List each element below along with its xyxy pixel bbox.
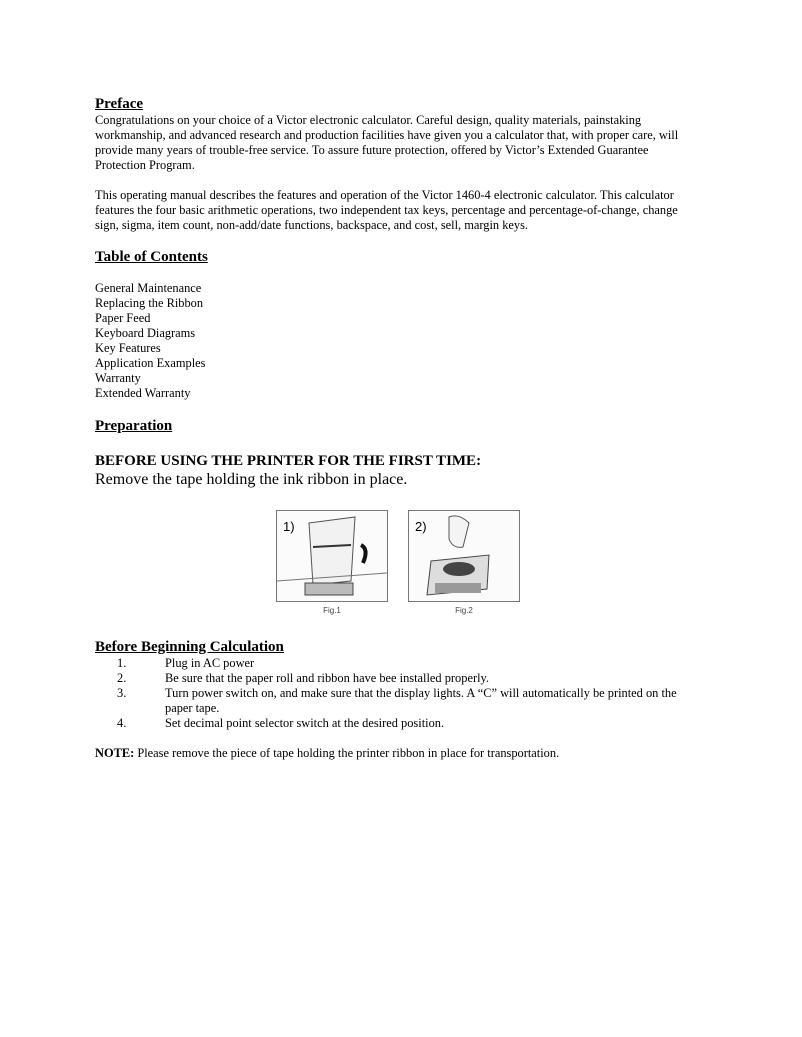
toc-section xyxy=(95,248,695,401)
step-number: 1. xyxy=(117,656,127,670)
preparation-section xyxy=(95,417,695,489)
preparation-heading: Preparation xyxy=(95,418,173,434)
preface-heading: Preface xyxy=(95,96,144,112)
toc-item: Warranty xyxy=(95,371,141,385)
preface-section xyxy=(95,95,695,233)
step-text: Turn power switch on, and make sure that the display lights. A “C” will automatically be printed on the paper tape. xyxy=(165,686,677,715)
toc-item: Replacing the Ribbon xyxy=(95,296,204,310)
list-item xyxy=(95,716,695,731)
step-text: Plug in AC power xyxy=(165,656,255,670)
toc-item: Paper Feed xyxy=(95,311,151,325)
note-label: NOTE: xyxy=(95,746,135,760)
svg-text:2): 2) xyxy=(415,519,427,534)
figure-1 xyxy=(276,510,388,622)
step-number: 4. xyxy=(117,716,127,730)
list-item xyxy=(95,656,695,671)
ribbon-instruction: Remove the tape holding the ink ribbon in place. xyxy=(95,471,408,488)
toc-item: Keyboard Diagrams xyxy=(95,326,196,340)
before-calculation-heading: Before Beginning Calculation xyxy=(95,639,284,655)
note xyxy=(95,746,695,761)
toc-item: Extended Warranty xyxy=(95,386,191,400)
toc-item: General Maintenance xyxy=(95,281,202,295)
toc-item: Key Features xyxy=(95,341,161,355)
ribbon-install-illustration xyxy=(409,511,519,601)
preface-paragraph-2: This operating manual describes the features and operation of the Victor 1460-4 electronic calculator. This calculator features the four basic arithmetic operations, two independent tax keys, percentage and percentage-of-change, change sign, sigma, item count, non-add/date functions, backspace, and cost, sell, margin keys. xyxy=(95,188,678,232)
svg-text:1): 1) xyxy=(283,519,295,534)
steps-list xyxy=(95,656,695,731)
figure-2 xyxy=(408,510,520,622)
list-item xyxy=(95,686,695,716)
printer-lid-illustration xyxy=(277,511,387,601)
step-text: Set decimal point selector switch at the desired position. xyxy=(165,716,445,730)
step-number: 3. xyxy=(117,686,127,700)
figure-caption: Fig.2 xyxy=(455,606,473,615)
figure-caption: Fig.1 xyxy=(323,606,341,615)
step-number: 2. xyxy=(117,671,127,685)
toc-item: Application Examples xyxy=(95,356,206,370)
toc-list xyxy=(95,281,695,401)
printer-subheading: BEFORE USING THE PRINTER FOR THE FIRST TIME: xyxy=(95,453,482,469)
preface-paragraph-1: Congratulations on your choice of a Victor electronic calculator. Careful design, quality materials, painstaking workmanship, and advanced research and production facilities have given you a calculator that, with proper care, will provide many years of trouble-free service. To assure future protection, offered by Victor’s Extended Guarantee Protection Program. xyxy=(95,113,679,172)
step-text: Be sure that the paper roll and ribbon have bee installed properly. xyxy=(165,671,489,685)
before-calculation-section xyxy=(95,638,695,761)
list-item xyxy=(95,671,695,686)
toc-heading: Table of Contents xyxy=(95,249,208,265)
note-text: Please remove the piece of tape holding the printer ribbon in place for transportation. xyxy=(134,746,560,760)
